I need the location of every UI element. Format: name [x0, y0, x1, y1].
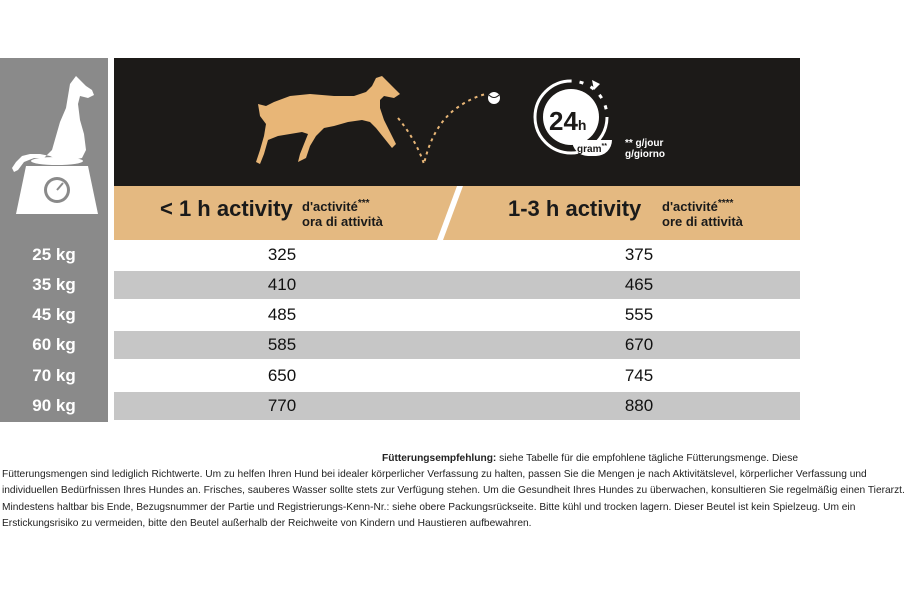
col-high-sub2: ore di attività [662, 214, 743, 229]
weight-label: 25 kg [32, 245, 76, 264]
feeding-note-text: siehe Tabelle für die empfohlene tägliche Fütterungsmenge. Diese [496, 453, 798, 464]
table-row [114, 271, 800, 299]
feeding-note-line: Mindestens haltbar bis Ende, Bezugsnummer der Partie und Registrierungs-Kenn-Nr.: siehe obere Packungsrückseite. Bitte kühl und trocken lagern. Dieser Beutel ist kein Spielzeug. Um ein [2, 502, 856, 513]
clock-hours: 24 [549, 106, 578, 136]
running-dog-icon [254, 74, 414, 184]
feeding-note-line: Erstickungsrisiko zu vermeiden, bitte den Beutel außerhalb der Reichweite von Kindern und Haustieren aufbewahren. [2, 518, 532, 529]
cell-high: 555 [624, 305, 654, 324]
weight-label: 60 kg [32, 335, 76, 354]
unit-line-1: ** g/jour [625, 138, 664, 149]
col-low-sub1: d'activité [302, 199, 358, 214]
cell-low: 585 [267, 335, 297, 354]
feeding-note-line: Fütterungsmengen sind lediglich Richtwerte. Um zu helfen Ihren Hund bei idealer körperlicher Verfassung zu halten, passen Sie die Mengen je nach Aktivitätslevel, körperlicher Verfassung und [2, 469, 867, 480]
feeding-note-lead: Fütterungsempfehlung: [382, 453, 497, 464]
col-high-sub [662, 196, 743, 229]
table-row [114, 301, 800, 329]
cell-low: 410 [267, 275, 297, 294]
gram-sup: ** [601, 143, 607, 150]
clock-label [549, 106, 586, 137]
col-high-sup: **** [717, 198, 734, 209]
cell-high: 465 [624, 275, 654, 294]
cell-low: 770 [267, 396, 297, 415]
col-high-main: 1-3 h activity [508, 196, 642, 221]
feeding-note-line [0, 451, 798, 468]
band-divider [437, 186, 463, 240]
cell-low: 485 [267, 305, 297, 324]
col-high-sub1: d'activité [662, 199, 718, 214]
col-low-sub [302, 196, 383, 229]
weight-label: 35 kg [32, 275, 76, 294]
weight-label: 90 kg [32, 396, 76, 415]
col-low-main: < 1 h activity [160, 196, 293, 221]
table-row [114, 241, 800, 269]
cell-high: 375 [624, 245, 654, 264]
ball-trajectory-icon [394, 88, 514, 178]
col-low-sup: *** [357, 198, 370, 209]
table-row [114, 331, 800, 359]
feeding-note-line: individuellen Bedürfnissen Ihres Hundes an. Frisches, sauberes Wasser sollte stets zur Verfügung stehen. Um die Gesundheit Ihres Hundes zu überwachen, konsultieren Sie regelmäßig einen Tierarzt. [2, 485, 905, 496]
clock-unit: h [577, 117, 587, 133]
cell-high: 670 [624, 335, 654, 354]
weight-label: 70 kg [32, 366, 76, 385]
weight-label: 45 kg [32, 305, 76, 324]
cell-low: 650 [267, 366, 297, 385]
header-banner [114, 58, 800, 186]
unit-legend [625, 138, 665, 160]
gram-label: gram [577, 144, 602, 155]
col-low-sub2: ora di attività [302, 214, 383, 229]
unit-line-2: g/giorno [625, 149, 665, 160]
cell-high: 880 [624, 396, 654, 415]
cell-low: 325 [267, 245, 297, 264]
table-row [114, 392, 800, 420]
dog-on-scale-icon [0, 58, 108, 218]
table-row [114, 362, 800, 390]
cell-high: 745 [624, 366, 654, 385]
